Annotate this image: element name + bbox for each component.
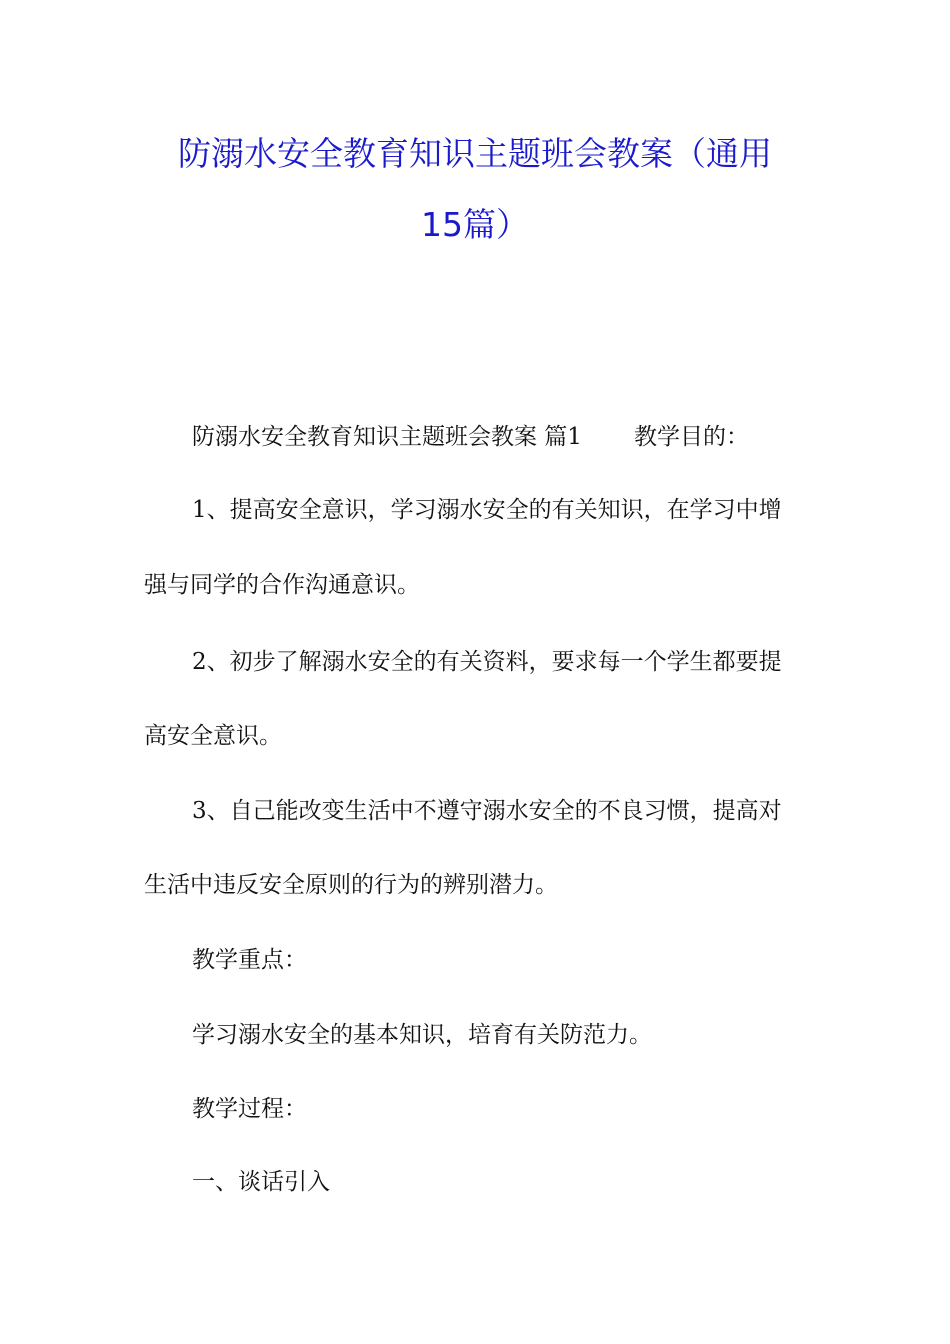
objective-1-line-1: 1、提高安全意识，学习溺水安全的有关知识，在学习中增 bbox=[192, 497, 782, 523]
process-step-1: 一、谈话引入 bbox=[192, 1169, 330, 1195]
key-points-label: 教学重点： bbox=[192, 947, 307, 973]
key-points-text: 学习溺水安全的基本知识，培育有关防范力。 bbox=[192, 1022, 652, 1048]
document-title-line-1: 防溺水安全教育知识主题班会教案（通用 bbox=[178, 134, 772, 173]
objectives-label: 教学目的： bbox=[633, 424, 749, 450]
process-label: 教学过程： bbox=[192, 1096, 307, 1122]
objective-3-line-2: 生活中违反安全原则的行为的辨别潜力。 bbox=[144, 872, 558, 898]
objective-1-line-2: 强与同学的合作沟通意识。 bbox=[144, 572, 420, 598]
section-heading-line bbox=[192, 422, 814, 452]
objective-2-line-2: 高安全意识。 bbox=[144, 723, 282, 749]
section-heading: 防溺水安全教育知识主题班会教案 篇1 bbox=[192, 424, 582, 450]
document-title-line-2: 15篇） bbox=[421, 205, 529, 244]
objective-3-line-1: 3、自己能改变生活中不遵守溺水安全的不良习惯，提高对 bbox=[192, 798, 782, 824]
objective-2-line-1: 2、初步了解溺水安全的有关资料，要求每一个学生都要提 bbox=[192, 649, 782, 675]
